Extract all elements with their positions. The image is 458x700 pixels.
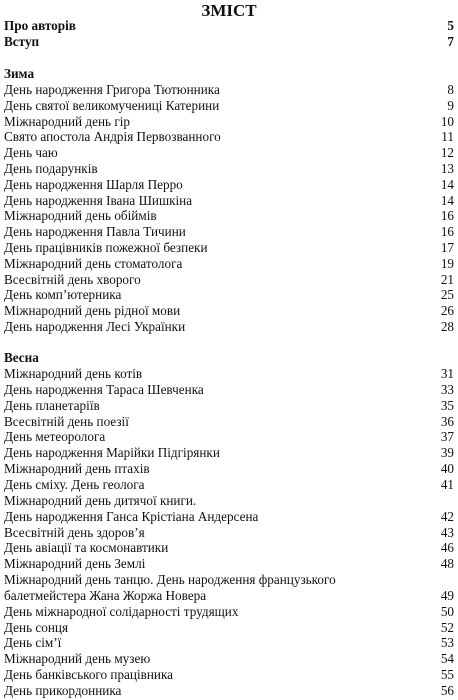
toc-entry (4, 556, 454, 572)
entry-text: День сміху. День геолога (4, 476, 145, 492)
entry-page: 41 (440, 476, 454, 492)
entry-text: День міжнародної солідарності трудящих (4, 603, 239, 619)
entry-text: Свято апостола Андрія Первозванного (4, 129, 221, 145)
entry-text: Вступ (4, 34, 40, 49)
entry-page: 37 (440, 429, 454, 445)
entry-page: 48 (440, 556, 454, 572)
toc-entry (4, 509, 454, 525)
section-heading-winter: Зима (4, 66, 35, 81)
toc-entry (4, 161, 454, 177)
entry-page: 16 (440, 224, 454, 240)
entry-page: 25 (440, 287, 454, 303)
toc-entry (4, 303, 454, 319)
entry-page: 49 (440, 587, 454, 603)
entry-text: День святої великомучениці Катерини (4, 97, 220, 113)
entry-text: День планетаріїв (4, 397, 100, 413)
entry-text: балетмейстера Жана Жоржа Новера (4, 587, 207, 603)
entry-page: 43 (440, 524, 454, 540)
toc-entry (4, 224, 454, 240)
entry-text: День працівників пожежної безпеки (4, 240, 208, 255)
entry-page: 28 (440, 319, 454, 334)
entry-text: День чаю (4, 145, 58, 161)
entry-text: Міжнародний день рідної мови (4, 303, 181, 319)
toc-entry (4, 493, 454, 509)
entry-text: Про авторів (4, 18, 76, 33)
entry-text: Всесвітній день поезії (4, 413, 129, 429)
entry-text: День метеоролога (4, 429, 106, 445)
toc-entry (4, 461, 454, 477)
toc-entry (4, 477, 454, 493)
toc-entry (4, 366, 454, 382)
entry-page: 10 (440, 113, 454, 129)
entry-text: День комп’ютерника (4, 287, 122, 303)
entry-page: 5 (447, 18, 454, 33)
entry-text: Міжнародний день гір (4, 113, 130, 129)
toc-entry (4, 129, 454, 145)
entry-page: 35 (440, 397, 454, 413)
entry-text: День народження Марійки Підгірянки (4, 445, 220, 461)
toc-entry (4, 82, 454, 98)
toc-entry (4, 193, 454, 209)
toc-entry (4, 208, 454, 224)
entry-page: 13 (440, 161, 454, 176)
toc-entry (4, 398, 454, 414)
entry-text: День народження Григора Тютюнника (4, 82, 220, 97)
entry-page: 7 (447, 34, 454, 49)
entry-page: 54 (440, 651, 454, 667)
entry-page: 21 (440, 271, 454, 287)
entry-page: 42 (440, 508, 454, 524)
toc-entry (4, 256, 454, 272)
entry-page: 50 (440, 603, 454, 619)
entry-page: 56 (440, 683, 454, 698)
toc-entry (4, 429, 454, 445)
toc-entry-intro (4, 34, 454, 50)
entry-page: 19 (440, 255, 454, 271)
toc-entry (4, 240, 454, 256)
entry-page: 17 (440, 240, 454, 255)
entry-text: Міжнародний день стоматолога (4, 255, 183, 271)
toc-entry (4, 145, 454, 161)
page-title: ЗМІСТ (201, 1, 257, 20)
toc-entry (4, 683, 454, 699)
toc-entry (4, 319, 454, 335)
entry-text: День авіації та космонавтики (4, 540, 169, 556)
entry-page: 26 (440, 303, 454, 319)
entry-text: Міжнародний день котів (4, 366, 143, 381)
toc-entry (4, 604, 454, 620)
entry-text: Міжнародний день музею (4, 651, 151, 667)
toc-entry (4, 177, 454, 193)
entry-text: День сонця (4, 619, 69, 635)
toc-entry (4, 667, 454, 683)
toc-entry (4, 620, 454, 636)
toc-entry (4, 414, 454, 430)
entry-page: 53 (440, 635, 454, 651)
entry-page: 16 (440, 208, 454, 224)
toc-entry (4, 651, 454, 667)
entry-text: День народження Лесі Українки (4, 319, 186, 334)
entry-page: 40 (440, 461, 454, 477)
toc-entry (4, 114, 454, 130)
toc-entry (4, 445, 454, 461)
entry-text: День подарунків (4, 161, 98, 176)
entry-page: 55 (440, 667, 454, 683)
entry-text: Всесвітній день здоров’я (4, 524, 145, 540)
entry-text: День народження Павла Тичини (4, 224, 186, 240)
entry-text: Міжнародний день птахів (4, 461, 150, 477)
toc-entry (4, 272, 454, 288)
toc-entry-authors (4, 18, 454, 34)
entry-page: 8 (447, 82, 454, 97)
entry-text: Міжнародний день обіймів (4, 208, 157, 224)
toc-entry (4, 588, 454, 604)
entry-page: 14 (440, 192, 454, 208)
entry-text: Міжнародний день дитячої книги. (4, 492, 197, 508)
entry-text: День сім’ї (4, 635, 62, 651)
entry-text: День народження Тараса Шевченка (4, 381, 204, 397)
entry-page: 36 (440, 413, 454, 429)
toc-entry (4, 540, 454, 556)
entry-text: День народження Івана Шишкіна (4, 192, 193, 208)
toc-entry (4, 635, 454, 651)
entry-page: 12 (440, 145, 454, 161)
entry-text: День прикордонника (4, 683, 122, 698)
section-heading-spring: Весна (4, 350, 39, 365)
toc-entry (4, 98, 454, 114)
toc-entry (4, 525, 454, 541)
entry-text: День народження Шарля Перро (4, 176, 183, 192)
entry-page: 46 (440, 540, 454, 556)
entry-text: Міжнародний день танцю. День народження французького (4, 572, 336, 588)
entry-text: День банківського працівника (4, 667, 174, 683)
entry-page: 33 (440, 381, 454, 397)
entry-page: 31 (440, 366, 454, 381)
entry-page: 52 (440, 619, 454, 635)
toc-entry (4, 572, 454, 588)
entry-text: Міжнародний день Землі (4, 556, 146, 572)
entry-page: 14 (440, 176, 454, 192)
entry-page: 39 (440, 445, 454, 461)
entry-text: Всесвітній день хворого (4, 271, 141, 287)
toc-entry (4, 287, 454, 303)
entry-page: 11 (441, 129, 454, 145)
toc-entry (4, 382, 454, 398)
entry-page: 9 (447, 97, 454, 113)
entry-text: День народження Ганса Крістіана Андерсена (4, 508, 259, 524)
